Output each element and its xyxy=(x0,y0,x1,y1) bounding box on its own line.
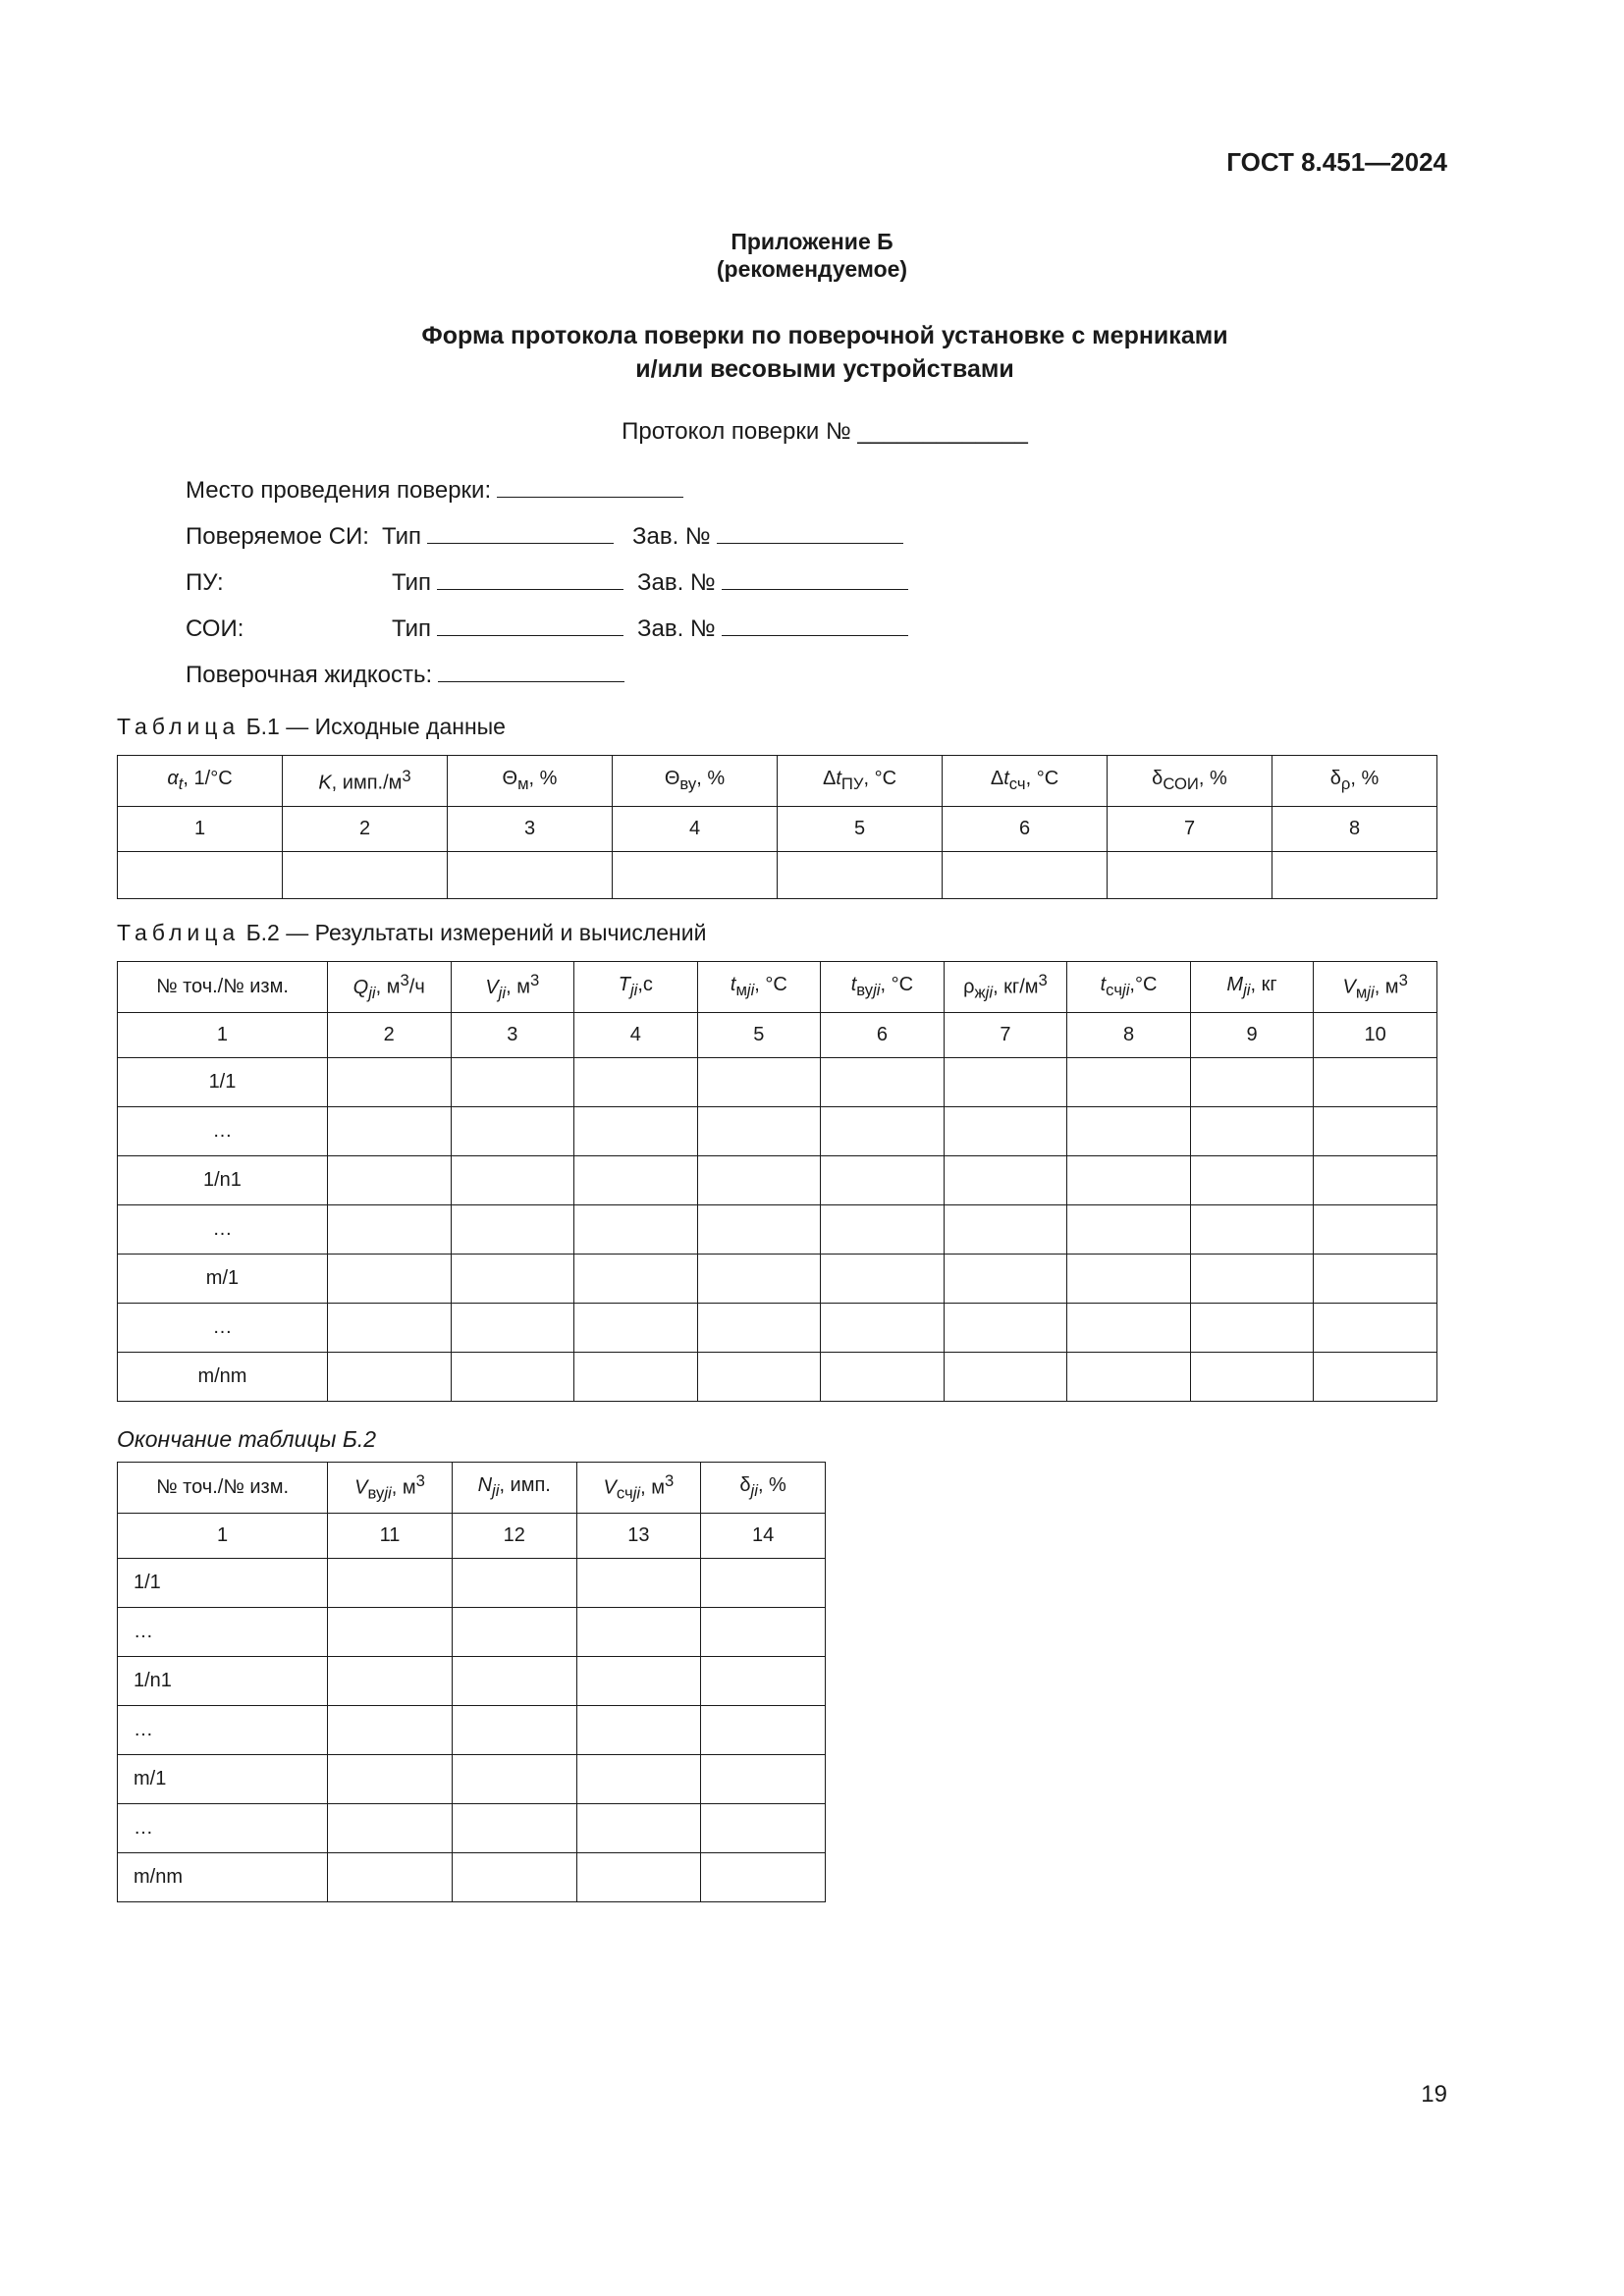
table3-cell xyxy=(701,1657,826,1706)
table2-cell xyxy=(821,1205,945,1255)
table2-cell xyxy=(944,1156,1067,1205)
table2-cell xyxy=(451,1353,574,1402)
table2-cell xyxy=(821,1107,945,1156)
table3-cell xyxy=(452,1804,576,1853)
table3-row-label: … xyxy=(118,1804,328,1853)
field-soi-type xyxy=(392,615,623,643)
table2-cell xyxy=(574,1255,698,1304)
table2-cell xyxy=(574,1156,698,1205)
table3-cell xyxy=(328,1853,453,1902)
table3-row xyxy=(118,1804,826,1853)
table2-header-v-m: $V_{мji}$, $м^3$ xyxy=(1314,962,1437,1013)
table3-cell xyxy=(576,1804,701,1853)
table1-number: 2 xyxy=(283,807,448,852)
field-si xyxy=(186,523,1069,551)
table3-cell xyxy=(576,1559,701,1608)
table2-cell xyxy=(944,1058,1067,1107)
table2-cell xyxy=(1067,1205,1191,1255)
table2-cell xyxy=(1314,1304,1437,1353)
table2-cell xyxy=(1314,1255,1437,1304)
table2-cell xyxy=(944,1304,1067,1353)
table3-row xyxy=(118,1755,826,1804)
field-si-serial-label: Зав. № xyxy=(632,523,711,550)
table2-cell xyxy=(821,1156,945,1205)
table1-cell xyxy=(613,852,778,899)
table1-number: 3 xyxy=(448,807,613,852)
table1-number: 1 xyxy=(118,807,283,852)
table2-cell xyxy=(697,1304,821,1353)
table2-header-point: № точ./№ изм. xyxy=(118,962,328,1013)
table2-cell xyxy=(1067,1156,1191,1205)
table2-cell xyxy=(1190,1353,1314,1402)
table3-cell xyxy=(452,1706,576,1755)
table2-cell xyxy=(1067,1304,1191,1353)
table3-number: 12 xyxy=(452,1514,576,1559)
table3-cell xyxy=(701,1559,826,1608)
table1-header-delta-rho: $\delta_\rho$, % xyxy=(1272,756,1437,807)
table3-header-v-vu: $V_{вуji}$, $м^3$ xyxy=(328,1463,453,1514)
table2-number: 7 xyxy=(944,1013,1067,1058)
table2-header-rho: $\rho_{жji}$, $кг/м^3$ xyxy=(944,962,1067,1013)
table3-number: 13 xyxy=(576,1514,701,1559)
table1-cell xyxy=(778,852,943,899)
table3-cell xyxy=(576,1706,701,1755)
form-title xyxy=(137,319,1512,386)
table1-cell xyxy=(1272,852,1437,899)
table3-cell xyxy=(328,1706,453,1755)
table1-cell xyxy=(118,852,283,899)
table2-cell xyxy=(451,1255,574,1304)
table3-cell xyxy=(452,1657,576,1706)
table2-cell xyxy=(1067,1107,1191,1156)
table3-number: 1 xyxy=(118,1514,328,1559)
form-title-line2: и/или весовыми устройствами xyxy=(635,355,1014,383)
table1-header-alpha: $\alpha_t$, 1/°C xyxy=(118,756,283,807)
table3-header-delta: $\delta_{ji}$, % xyxy=(701,1463,826,1514)
table2-cell xyxy=(574,1205,698,1255)
field-place xyxy=(186,477,683,505)
table3-cell xyxy=(576,1657,701,1706)
table3-row-label: … xyxy=(118,1706,328,1755)
table1-number-row xyxy=(118,807,1437,852)
table2-row xyxy=(118,1353,1437,1402)
table3-cell xyxy=(328,1804,453,1853)
table1-caption xyxy=(117,714,506,740)
table1-header-row xyxy=(118,756,1437,807)
table3-row xyxy=(118,1608,826,1657)
table3-row-label: … xyxy=(118,1608,328,1657)
table2-cell xyxy=(327,1353,451,1402)
table2-cell xyxy=(1190,1255,1314,1304)
table2-row xyxy=(118,1304,1437,1353)
annex-title: Приложение Б xyxy=(731,229,893,254)
table2-number: 10 xyxy=(1314,1013,1437,1058)
table2-cell xyxy=(1067,1353,1191,1402)
table2-cell xyxy=(1314,1156,1437,1205)
field-pu-label: ПУ: xyxy=(186,569,224,596)
field-place-blank xyxy=(497,477,683,498)
table2-cell xyxy=(1314,1107,1437,1156)
table2-cell xyxy=(327,1058,451,1107)
table2-row xyxy=(118,1107,1437,1156)
table2-number: 4 xyxy=(574,1013,698,1058)
table2-cell xyxy=(697,1058,821,1107)
table3-number: 14 xyxy=(701,1514,826,1559)
table1-cell xyxy=(1108,852,1272,899)
field-soi-serial-blank xyxy=(722,615,908,636)
field-pu-type xyxy=(392,569,623,597)
table2-cell xyxy=(944,1255,1067,1304)
table3-cell xyxy=(452,1755,576,1804)
table2-cell xyxy=(327,1304,451,1353)
table2-cell xyxy=(451,1107,574,1156)
table3-cell xyxy=(701,1608,826,1657)
table3-number: 11 xyxy=(328,1514,453,1559)
field-soi-type-blank xyxy=(437,615,623,636)
field-liquid xyxy=(186,662,624,689)
field-si-type-label: Тип xyxy=(382,523,422,550)
table2-header-row xyxy=(118,962,1437,1013)
table1-header-k: K, $имп./м^3$ xyxy=(283,756,448,807)
table3-row-label: m/nm xyxy=(118,1853,328,1902)
table2-cell xyxy=(697,1205,821,1255)
table2-row-label: m/nm xyxy=(118,1353,328,1402)
table2-cell xyxy=(1067,1255,1191,1304)
page-number: 19 xyxy=(1421,2081,1447,2108)
table2-cell xyxy=(574,1107,698,1156)
field-liquid-label: Поверочная жидкость: xyxy=(186,662,433,688)
table3-cell xyxy=(328,1608,453,1657)
table3-cell xyxy=(576,1755,701,1804)
table3-cell xyxy=(452,1608,576,1657)
table2-header-t-sch: $t_{счji},^\circ C$ xyxy=(1067,962,1191,1013)
table2-number: 2 xyxy=(327,1013,451,1058)
field-pu-serial-label: Зав. № xyxy=(637,569,716,596)
field-pu-serial-blank xyxy=(722,569,908,590)
table2-cell xyxy=(1190,1107,1314,1156)
table2-cell xyxy=(574,1353,698,1402)
table2-cell xyxy=(1314,1058,1437,1107)
table2 xyxy=(117,961,1437,1402)
table2-cell xyxy=(697,1353,821,1402)
table1-header-dt-pu: $\Delta t_{ПУ}$, °C xyxy=(778,756,943,807)
table3-cell xyxy=(701,1706,826,1755)
table3-header-point: № точ./№ изм. xyxy=(118,1463,328,1514)
annex-heading xyxy=(0,228,1624,283)
table2-row xyxy=(118,1156,1437,1205)
table3 xyxy=(117,1462,826,1902)
table2-number-row xyxy=(118,1013,1437,1058)
table2-cell xyxy=(451,1156,574,1205)
table2-cell xyxy=(327,1255,451,1304)
table1-number: 7 xyxy=(1108,807,1272,852)
table2-cell xyxy=(1067,1058,1191,1107)
table3-number-row xyxy=(118,1514,826,1559)
table2-cell xyxy=(1190,1304,1314,1353)
field-pu xyxy=(186,569,1069,597)
table2-number: 5 xyxy=(697,1013,821,1058)
table3-cell xyxy=(576,1608,701,1657)
table2-cell xyxy=(1314,1205,1437,1255)
field-si-type xyxy=(382,523,614,551)
table2-cell xyxy=(944,1353,1067,1402)
table3-cell xyxy=(328,1755,453,1804)
table2-caption xyxy=(117,920,706,946)
table2-cell xyxy=(1190,1058,1314,1107)
form-title-line1: Форма протокола поверки по поверочной установке с мерниками xyxy=(421,322,1228,349)
table2-header-t-vu: $t_{вуji}$, °C xyxy=(821,962,945,1013)
table2-cell xyxy=(697,1255,821,1304)
table2-cell xyxy=(451,1058,574,1107)
table3-header-n: $N_{ji}$, имп. xyxy=(452,1463,576,1514)
table2-row-label: 1/1 xyxy=(118,1058,328,1107)
table2-cell xyxy=(451,1304,574,1353)
table3-cell xyxy=(701,1755,826,1804)
table3-row xyxy=(118,1559,826,1608)
table2-cell xyxy=(574,1058,698,1107)
table3-row-label: 1/n1 xyxy=(118,1657,328,1706)
table1-header-dt-sch: $\Delta t_{сч}$, °C xyxy=(943,756,1108,807)
table2-cell xyxy=(1190,1156,1314,1205)
table1-cell xyxy=(943,852,1108,899)
table2-cell xyxy=(327,1107,451,1156)
table2-cell xyxy=(944,1107,1067,1156)
table2-row-label: … xyxy=(118,1107,328,1156)
table2-header-v: $V_{ji}$, $м^3$ xyxy=(451,962,574,1013)
table3-cell xyxy=(452,1559,576,1608)
table3-header-v-sch: $V_{счji}$, $м^3$ xyxy=(576,1463,701,1514)
table3-cell xyxy=(452,1853,576,1902)
table2-header-m: $M_{ji}$, кг xyxy=(1190,962,1314,1013)
table2-row xyxy=(118,1205,1437,1255)
table2-row-label: … xyxy=(118,1304,328,1353)
table1-caption-prefix: Таблица xyxy=(117,714,241,739)
table3-cell xyxy=(576,1853,701,1902)
table2-cell xyxy=(944,1205,1067,1255)
table2-number: 3 xyxy=(451,1013,574,1058)
table2-row-label: 1/n1 xyxy=(118,1156,328,1205)
table3-cell xyxy=(701,1853,826,1902)
table3-row-label: m/1 xyxy=(118,1755,328,1804)
field-pu-type-label: Тип xyxy=(392,569,432,596)
table1-header-delta-soi: $\delta_{СОИ}$, % xyxy=(1108,756,1272,807)
table2-cell xyxy=(821,1353,945,1402)
table2-caption-rest: Б.2 — Результаты измерений и вычислений xyxy=(245,920,707,945)
field-si-type-blank xyxy=(427,523,614,544)
table3-row xyxy=(118,1706,826,1755)
field-soi-serial xyxy=(637,615,908,643)
table3-row xyxy=(118,1853,826,1902)
table2-cell xyxy=(697,1107,821,1156)
table1-number: 6 xyxy=(943,807,1108,852)
table2-header-t: $T_{ji},c$ xyxy=(574,962,698,1013)
field-soi-serial-label: Зав. № xyxy=(637,615,716,642)
field-liquid-blank xyxy=(438,662,624,682)
table2-cell xyxy=(574,1304,698,1353)
field-si-label: Поверяемое СИ: xyxy=(186,523,369,550)
table2-row xyxy=(118,1058,1437,1107)
annex-subtitle: (рекомендуемое) xyxy=(716,256,908,282)
table3-row-label: 1/1 xyxy=(118,1559,328,1608)
table2-cell xyxy=(821,1304,945,1353)
table1 xyxy=(117,755,1437,899)
table2-cell xyxy=(327,1205,451,1255)
table1-header-theta-m: $\Theta_м$, % xyxy=(448,756,613,807)
table1-number: 8 xyxy=(1272,807,1437,852)
table1-cell xyxy=(283,852,448,899)
field-pu-type-blank xyxy=(437,569,623,590)
field-pu-serial xyxy=(637,569,908,597)
table3-cell xyxy=(328,1657,453,1706)
table1-data-row xyxy=(118,852,1437,899)
table2-row-label: m/1 xyxy=(118,1255,328,1304)
table1-number: 5 xyxy=(778,807,943,852)
field-soi-type-label: Тип xyxy=(392,615,432,642)
table1-number: 4 xyxy=(613,807,778,852)
table2-number: 6 xyxy=(821,1013,945,1058)
table2-cell xyxy=(697,1156,821,1205)
table2-cell xyxy=(1190,1205,1314,1255)
table2-cell xyxy=(451,1205,574,1255)
table3-row xyxy=(118,1657,826,1706)
protocol-number-line: Протокол поверки № _____________ xyxy=(622,418,1028,445)
table2-number: 8 xyxy=(1067,1013,1191,1058)
table2-cell xyxy=(821,1255,945,1304)
field-si-serial-blank xyxy=(717,523,903,544)
table1-caption-rest: Б.1 — Исходные данные xyxy=(245,714,506,739)
table3-caption: Окончание таблицы Б.2 xyxy=(117,1426,377,1452)
table2-header-t-m: $t_{мji}$, °C xyxy=(697,962,821,1013)
table2-number: 9 xyxy=(1190,1013,1314,1058)
table2-number: 1 xyxy=(118,1013,328,1058)
field-soi xyxy=(186,615,1069,643)
table3-cell xyxy=(701,1804,826,1853)
table3-header-row xyxy=(118,1463,826,1514)
table2-row-label: … xyxy=(118,1205,328,1255)
table2-caption-prefix: Таблица xyxy=(117,920,241,945)
field-si-serial xyxy=(632,523,903,551)
table1-cell xyxy=(448,852,613,899)
table2-cell xyxy=(821,1058,945,1107)
table2-cell xyxy=(1314,1353,1437,1402)
table2-cell xyxy=(327,1156,451,1205)
table1-header-theta-vu: $\Theta_{ву}$, % xyxy=(613,756,778,807)
field-soi-label: СОИ: xyxy=(186,615,244,642)
document-code: ГОСТ 8.451—2024 xyxy=(1226,147,1447,177)
table2-header-q: $Q_{ji}$, $м^3/ч$ xyxy=(327,962,451,1013)
field-place-label: Место проведения поверки: xyxy=(186,477,492,504)
table2-row xyxy=(118,1255,1437,1304)
table3-cell xyxy=(328,1559,453,1608)
